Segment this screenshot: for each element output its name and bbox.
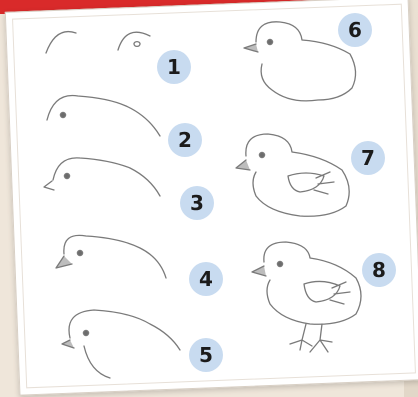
step-4-sketch xyxy=(56,235,166,278)
step-number-7: 7 xyxy=(351,141,385,175)
step-number-2: 2 xyxy=(168,123,202,157)
step-7-sketch xyxy=(236,134,349,216)
step-number-3: 3 xyxy=(180,186,214,220)
step-2-sketch xyxy=(47,96,160,137)
step-number-8: 8 xyxy=(362,253,396,287)
step-number-6: 6 xyxy=(338,13,372,47)
step-1-sketch xyxy=(46,32,150,53)
step-8-sketch xyxy=(252,242,361,352)
step-3-sketch xyxy=(44,158,160,196)
step-number-4: 4 xyxy=(189,262,223,296)
step-5-sketch xyxy=(62,310,180,378)
step-number-1: 1 xyxy=(157,50,191,84)
step-number-5: 5 xyxy=(189,338,223,372)
